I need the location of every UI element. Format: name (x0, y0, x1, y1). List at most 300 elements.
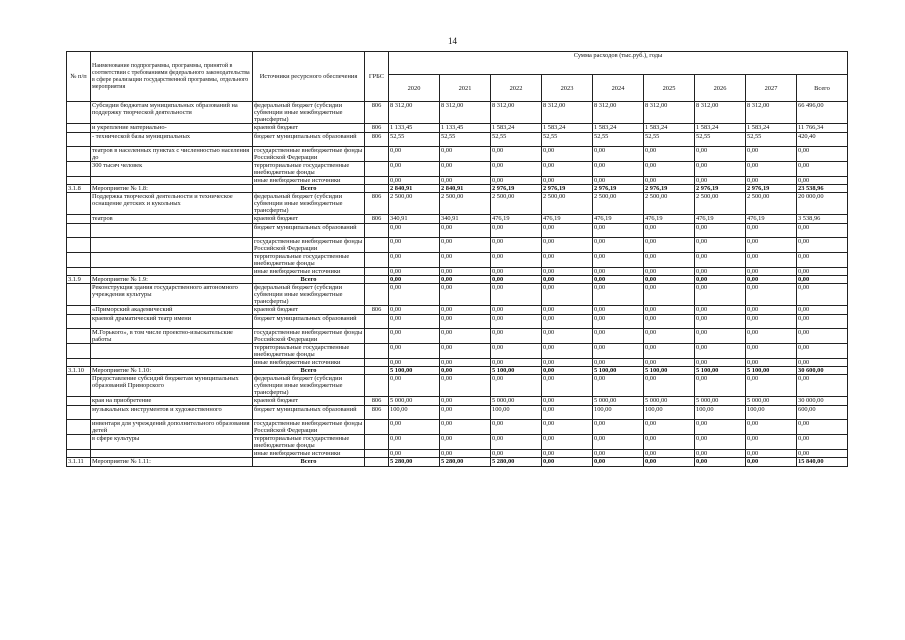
row-gbrs (365, 276, 389, 284)
row-value: 0,00 (440, 284, 491, 306)
row-gbrs: 806 (365, 102, 389, 124)
row-value: 0,00 (695, 162, 746, 177)
row-value: 0,00 (797, 359, 848, 367)
row-value: 0,00 (644, 147, 695, 162)
row-value: 0,00 (797, 450, 848, 458)
row-gbrs: 806 (365, 397, 389, 406)
row-value: 5 280,00 (491, 458, 542, 467)
row-value: 1 133,45 (440, 124, 491, 133)
row-value: 0,00 (542, 329, 593, 344)
row-value: 0,00 (797, 375, 848, 397)
row-source: иные внебюджетные источники (253, 359, 365, 367)
row-value: 0,00 (491, 238, 542, 253)
row-value: 0,00 (644, 435, 695, 450)
row-value: 0,00 (440, 276, 491, 284)
row-value: 476,19 (593, 215, 644, 224)
row-value: 0,00 (644, 458, 695, 467)
row-value: 0,00 (440, 238, 491, 253)
row-value: 0,00 (440, 162, 491, 177)
row-value: 0,00 (746, 276, 797, 284)
row-value: 2 500,00 (440, 193, 491, 215)
row-value: 0,00 (542, 162, 593, 177)
row-source: государственные внебюджетные фонды Российской Федерации (253, 420, 365, 435)
row-gbrs (365, 162, 389, 177)
row-value: 0,00 (491, 450, 542, 458)
row-name (91, 238, 253, 253)
row-num (67, 420, 91, 435)
row-num (67, 124, 91, 133)
row-value: 0,00 (695, 238, 746, 253)
row-value: 0,00 (746, 147, 797, 162)
row-value: 0,00 (695, 315, 746, 329)
table-row (67, 315, 848, 329)
header-source: Источники ресурсного обеспечения (253, 52, 365, 102)
row-gbrs: 806 (365, 215, 389, 224)
row-num (67, 450, 91, 458)
row-value: 0,00 (746, 238, 797, 253)
row-name: в сфере культуры (91, 435, 253, 450)
row-value: 476,19 (695, 215, 746, 224)
row-value: 0,00 (491, 344, 542, 359)
row-value: 0,00 (695, 359, 746, 367)
row-value: 30 600,00 (797, 367, 848, 375)
row-value: 0,00 (644, 329, 695, 344)
row-value: 0,00 (491, 315, 542, 329)
row-value: 0,00 (695, 224, 746, 238)
row-source: Всего (253, 185, 365, 193)
header-num: № п/п (67, 52, 91, 102)
row-value: 1 583,24 (491, 124, 542, 133)
row-value: 0,00 (797, 162, 848, 177)
row-value: 476,19 (746, 215, 797, 224)
row-gbrs: 806 (365, 133, 389, 147)
row-name: М.Горького», в том числе проектно-изыскательские работы (91, 329, 253, 344)
row-value: 0,00 (542, 420, 593, 435)
row-value: 340,91 (440, 215, 491, 224)
row-value: 0,00 (440, 359, 491, 367)
row-value: 0,00 (440, 306, 491, 315)
row-value: 0,00 (491, 147, 542, 162)
row-value: 2 500,00 (491, 193, 542, 215)
row-value: 0,00 (542, 268, 593, 276)
row-name: Поддержка творческой деятельности и техническое оснащение детских и кукольных (91, 193, 253, 215)
row-name (91, 177, 253, 185)
row-source: бюджет муниципальных образований (253, 224, 365, 238)
row-gbrs (365, 420, 389, 435)
row-value: 0,00 (542, 315, 593, 329)
row-value: 0,00 (593, 162, 644, 177)
row-source: государственные внебюджетные фонды Российской Федерации (253, 238, 365, 253)
row-value: 0,00 (695, 375, 746, 397)
row-gbrs (365, 344, 389, 359)
row-value: 5 100,00 (491, 367, 542, 375)
row-num: 3.1.11 (67, 458, 91, 467)
table-row (67, 276, 848, 284)
row-value: 0,00 (695, 177, 746, 185)
row-value: 0,00 (644, 238, 695, 253)
row-value: 0,00 (542, 450, 593, 458)
table-row (67, 215, 848, 224)
row-value: 3 538,96 (797, 215, 848, 224)
row-value: 2 500,00 (389, 193, 440, 215)
row-value: 30 000,00 (797, 397, 848, 406)
table-row (67, 147, 848, 162)
row-value: 0,00 (746, 315, 797, 329)
row-value: 0,00 (797, 253, 848, 268)
row-source: бюджет муниципальных образований (253, 406, 365, 420)
row-value: 0,00 (695, 306, 746, 315)
row-name: 300 тысяч человек (91, 162, 253, 177)
row-value: 2 976,19 (746, 185, 797, 193)
year-header: 2020 (389, 75, 440, 102)
row-value: 0,00 (542, 147, 593, 162)
row-num (67, 329, 91, 344)
row-value: 0,00 (797, 435, 848, 450)
row-value: 5 000,00 (644, 397, 695, 406)
row-value: 0,00 (542, 375, 593, 397)
row-value: 1 583,24 (593, 124, 644, 133)
row-source: Всего (253, 458, 365, 467)
row-source: территориальные государственные внебюджетные фонды (253, 162, 365, 177)
row-value: 0,00 (644, 420, 695, 435)
row-gbrs (365, 367, 389, 375)
row-source: иные внебюджетные источники (253, 268, 365, 276)
row-name: и укрепление материально- (91, 124, 253, 133)
table-row (67, 375, 848, 397)
row-value: 0,00 (644, 306, 695, 315)
row-gbrs: 806 (365, 406, 389, 420)
row-name (91, 268, 253, 276)
row-value: 0,00 (797, 306, 848, 315)
row-value: 5 000,00 (389, 397, 440, 406)
row-value: 0,00 (746, 435, 797, 450)
row-value: 0,00 (593, 268, 644, 276)
row-value: 0,00 (593, 450, 644, 458)
row-num (67, 133, 91, 147)
row-value: 0,00 (491, 284, 542, 306)
row-value: 0,00 (542, 224, 593, 238)
row-gbrs (365, 224, 389, 238)
row-num (67, 268, 91, 276)
row-value: 0,00 (491, 435, 542, 450)
table-header-row (67, 52, 848, 75)
row-num (67, 253, 91, 268)
row-source: иные внебюджетные источники (253, 177, 365, 185)
row-value: 476,19 (491, 215, 542, 224)
row-value: 0,00 (593, 276, 644, 284)
row-value: 2 840,91 (440, 185, 491, 193)
row-value: 0,00 (542, 238, 593, 253)
row-source: бюджет муниципальных образований (253, 133, 365, 147)
row-value: 0,00 (389, 375, 440, 397)
year-header: 2022 (491, 75, 542, 102)
row-value: 0,00 (440, 375, 491, 397)
row-value: 5 100,00 (389, 367, 440, 375)
row-source: территориальные государственные внебюджетные фонды (253, 344, 365, 359)
row-num (67, 215, 91, 224)
row-value: 1 583,24 (695, 124, 746, 133)
row-value: 5 280,00 (440, 458, 491, 467)
row-value: 0,00 (797, 284, 848, 306)
row-value: 476,19 (542, 215, 593, 224)
row-value: 0,00 (440, 224, 491, 238)
row-value: 23 538,96 (797, 185, 848, 193)
row-name: музыкальных инструментов и художественного (91, 406, 253, 420)
row-value: 476,19 (644, 215, 695, 224)
table-row (67, 406, 848, 420)
row-value: 100,00 (491, 406, 542, 420)
row-name (91, 359, 253, 367)
row-value: 0,00 (644, 359, 695, 367)
row-value: 0,00 (746, 268, 797, 276)
row-num (67, 306, 91, 315)
row-source: федеральный бюджет (субсидии субвенции иные межбюджетные трансферты) (253, 102, 365, 124)
row-value: 0,00 (440, 435, 491, 450)
row-gbrs (365, 359, 389, 367)
row-value: 0,00 (746, 253, 797, 268)
row-value: 0,00 (440, 268, 491, 276)
row-name: Предоставление субсидий бюджетам муниципальных образований Приморского (91, 375, 253, 397)
row-value: 0,00 (389, 253, 440, 268)
row-name (91, 224, 253, 238)
row-value: 0,00 (593, 420, 644, 435)
row-value: 0,00 (389, 147, 440, 162)
row-source: краевой бюджет (253, 124, 365, 133)
row-value: 2 976,19 (593, 185, 644, 193)
row-value: 0,00 (797, 268, 848, 276)
row-num (67, 224, 91, 238)
row-value: 0,00 (797, 177, 848, 185)
row-value: 0,00 (593, 435, 644, 450)
row-value: 0,00 (644, 177, 695, 185)
row-value: 1 133,45 (389, 124, 440, 133)
row-value: 2 500,00 (593, 193, 644, 215)
row-value: 0,00 (542, 284, 593, 306)
row-value: 5 000,00 (695, 397, 746, 406)
row-value: 100,00 (593, 406, 644, 420)
row-value: 0,00 (695, 458, 746, 467)
row-value: 0,00 (389, 306, 440, 315)
row-value: 0,00 (491, 420, 542, 435)
page-number: 14 (448, 36, 457, 46)
row-value: 0,00 (440, 367, 491, 375)
row-value: 0,00 (389, 344, 440, 359)
table-row (67, 420, 848, 435)
row-value: 5 000,00 (593, 397, 644, 406)
row-value: 0,00 (797, 238, 848, 253)
row-value: 8 312,00 (389, 102, 440, 124)
row-value: 0,00 (593, 224, 644, 238)
row-value: 0,00 (695, 420, 746, 435)
row-value: 0,00 (644, 162, 695, 177)
row-gbrs: 806 (365, 306, 389, 315)
row-num (67, 375, 91, 397)
table-row (67, 253, 848, 268)
row-value: 0,00 (593, 238, 644, 253)
row-num (67, 177, 91, 185)
row-gbrs (365, 147, 389, 162)
row-value: 0,00 (389, 224, 440, 238)
row-gbrs (365, 329, 389, 344)
row-value: 0,00 (440, 329, 491, 344)
row-value: 0,00 (542, 359, 593, 367)
row-value: 0,00 (542, 367, 593, 375)
row-value: 5 100,00 (593, 367, 644, 375)
row-num (67, 406, 91, 420)
row-value: 0,00 (746, 359, 797, 367)
row-source: иные внебюджетные источники (253, 450, 365, 458)
year-header: 2025 (644, 75, 695, 102)
row-value: 0,00 (746, 284, 797, 306)
table-row (67, 344, 848, 359)
row-value: 0,00 (440, 344, 491, 359)
table-row (67, 367, 848, 375)
year-header: 2023 (542, 75, 593, 102)
row-value: 0,00 (389, 238, 440, 253)
row-value: 0,00 (746, 458, 797, 467)
row-value: 8 312,00 (542, 102, 593, 124)
row-value: 0,00 (389, 420, 440, 435)
row-value: 0,00 (746, 329, 797, 344)
row-value: 0,00 (440, 450, 491, 458)
row-value: 52,55 (593, 133, 644, 147)
row-value: 0,00 (695, 344, 746, 359)
row-value: 0,00 (542, 344, 593, 359)
row-value: 52,55 (542, 133, 593, 147)
row-value: 0,00 (440, 253, 491, 268)
row-value: 66 496,00 (797, 102, 848, 124)
row-value: 0,00 (695, 284, 746, 306)
row-value: 0,00 (491, 224, 542, 238)
row-value: 0,00 (491, 162, 542, 177)
row-gbrs: 806 (365, 124, 389, 133)
table-row (67, 306, 848, 315)
row-value: 0,00 (389, 177, 440, 185)
row-value: 0,00 (746, 162, 797, 177)
table-row (67, 162, 848, 177)
row-value: 0,00 (746, 224, 797, 238)
row-value: 0,00 (593, 359, 644, 367)
row-value: 0,00 (542, 177, 593, 185)
row-value: 0,00 (695, 147, 746, 162)
row-gbrs (365, 375, 389, 397)
row-value: 0,00 (389, 276, 440, 284)
row-value: 0,00 (593, 284, 644, 306)
row-value: 1 583,24 (644, 124, 695, 133)
row-num (67, 397, 91, 406)
table-row (67, 133, 848, 147)
row-source: Всего (253, 276, 365, 284)
row-value: 2 976,19 (695, 185, 746, 193)
row-name: Мероприятие № 1.10: (91, 367, 253, 375)
year-header: 2027 (746, 75, 797, 102)
row-value: 0,00 (746, 450, 797, 458)
row-value: 0,00 (644, 344, 695, 359)
row-num (67, 344, 91, 359)
row-value: 0,00 (797, 315, 848, 329)
row-name (91, 450, 253, 458)
row-value: 0,00 (644, 315, 695, 329)
row-value: 0,00 (542, 406, 593, 420)
row-value: 52,55 (491, 133, 542, 147)
row-value: 0,00 (491, 268, 542, 276)
row-source: краевой бюджет (253, 397, 365, 406)
row-source: федеральный бюджет (субсидии субвенции иные межбюджетные трансферты) (253, 284, 365, 306)
row-value: 0,00 (593, 177, 644, 185)
row-num (67, 284, 91, 306)
row-source: федеральный бюджет (субсидии субвенции иные межбюджетные трансферты) (253, 193, 365, 215)
row-value: 0,00 (746, 344, 797, 359)
row-value: 0,00 (644, 284, 695, 306)
row-value: 2 976,19 (644, 185, 695, 193)
row-value: 0,00 (644, 268, 695, 276)
row-name: Субсидии бюджетам муниципальных образований на поддержку творческой деятельности (91, 102, 253, 124)
row-gbrs (365, 458, 389, 467)
row-value: 0,00 (593, 253, 644, 268)
row-value: 5 100,00 (746, 367, 797, 375)
row-num: 3.1.9 (67, 276, 91, 284)
row-num: 3.1.10 (67, 367, 91, 375)
row-value: 5 280,00 (389, 458, 440, 467)
row-value: 0,00 (593, 375, 644, 397)
row-value: 0,00 (440, 177, 491, 185)
row-gbrs: 806 (365, 193, 389, 215)
row-value: 8 312,00 (440, 102, 491, 124)
row-value: 0,00 (491, 253, 542, 268)
row-value: 0,00 (797, 276, 848, 284)
row-source: федеральный бюджет (субсидии субвенции иные межбюджетные трансферты) (253, 375, 365, 397)
year-header: 2026 (695, 75, 746, 102)
row-value: 0,00 (491, 276, 542, 284)
row-value: 0,00 (695, 435, 746, 450)
row-value: 600,00 (797, 406, 848, 420)
row-value: 0,00 (440, 397, 491, 406)
row-name: Мероприятие № 1.9: (91, 276, 253, 284)
row-source: территориальные государственные внебюджетные фонды (253, 253, 365, 268)
year-header: Всего (797, 75, 848, 102)
row-value: 5 000,00 (746, 397, 797, 406)
row-name: Мероприятие № 1.11: (91, 458, 253, 467)
row-value: 5 100,00 (695, 367, 746, 375)
row-value: 0,00 (440, 147, 491, 162)
row-gbrs (365, 268, 389, 276)
row-value: 15 840,00 (797, 458, 848, 467)
row-value: 5 100,00 (644, 367, 695, 375)
row-value: 100,00 (695, 406, 746, 420)
row-value: 8 312,00 (593, 102, 644, 124)
row-value: 2 500,00 (542, 193, 593, 215)
table-row (67, 329, 848, 344)
table-row (67, 268, 848, 276)
row-value: 0,00 (389, 435, 440, 450)
row-num (67, 147, 91, 162)
row-value: 0,00 (644, 253, 695, 268)
row-gbrs (365, 435, 389, 450)
row-name: Мероприятие № 1.8: (91, 185, 253, 193)
row-value: 0,00 (440, 420, 491, 435)
table-row (67, 185, 848, 193)
row-num (67, 315, 91, 329)
row-num (67, 162, 91, 177)
row-value: 52,55 (389, 133, 440, 147)
row-source: краевой бюджет (253, 306, 365, 315)
row-value: 0,00 (593, 329, 644, 344)
row-name: «Приморский академический (91, 306, 253, 315)
budget-table (66, 51, 848, 467)
row-value: 0,00 (695, 450, 746, 458)
row-value: 52,55 (644, 133, 695, 147)
row-gbrs (365, 185, 389, 193)
